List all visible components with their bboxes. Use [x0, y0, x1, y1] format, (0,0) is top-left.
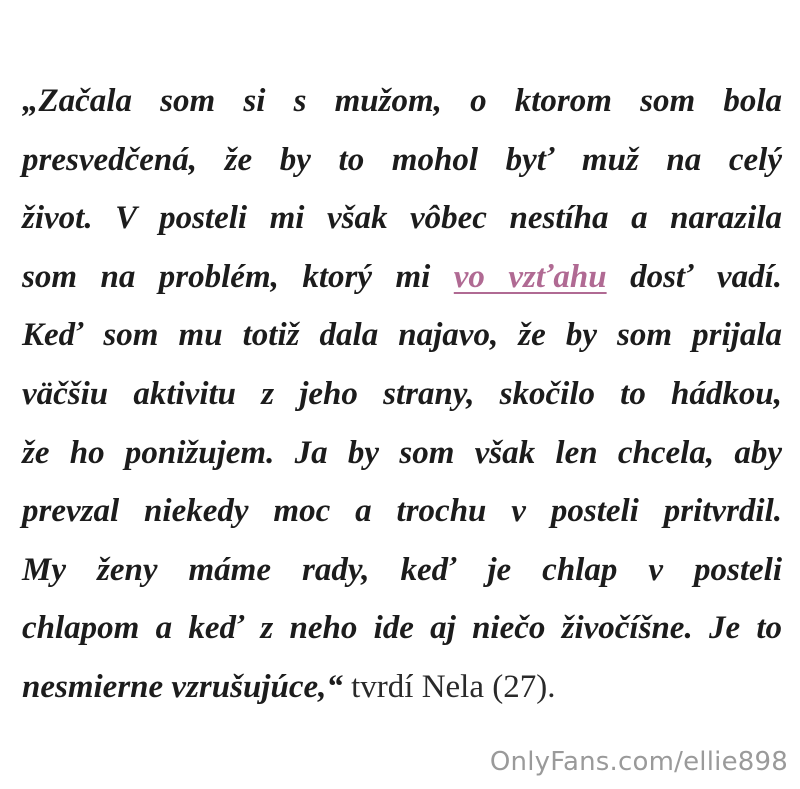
watermark-text: OnlyFans.com/ellie898	[489, 747, 788, 777]
quote-line-4	[22, 248, 782, 307]
relationship-link[interactable]: vo vzťahu	[453, 258, 607, 295]
quote-line-4-before: som na problém, ktorý mi	[22, 258, 431, 295]
quote-line-7: že ho ponižujem. Ja by som však len chcela, aby	[22, 434, 782, 471]
quote-line-8: prevzal niekedy moc a trochu v posteli pritvrdil.	[22, 493, 782, 530]
quote-line-4-after: dosť vadí.	[630, 258, 782, 295]
quote-ending: nesmierne vzrušujúce,“	[22, 668, 343, 705]
quote-line-3: život. V posteli mi však vôbec nestíha a narazila	[22, 200, 782, 237]
quote-line-11	[22, 658, 782, 717]
quote-line-10: chlapom a keď z neho ide aj niečo živočíšne. Je to	[22, 610, 782, 647]
quote-line-5: Keď som mu totiž dala najavo, že by som prijala	[22, 317, 782, 354]
quote-line-2: presvedčená, že by to mohol byť muž na celý	[22, 141, 782, 178]
quote-attribution: tvrdí Nela (27).	[351, 668, 556, 705]
quote-line-1: „Začala som si s mužom, o ktorom som bola	[22, 83, 782, 119]
article-quote	[22, 72, 782, 717]
quote-line-6: väčšiu aktivitu z jeho strany, skočilo to hádkou,	[22, 375, 782, 412]
quote-line-9: My ženy máme rady, keď je chlap v posteli	[22, 551, 782, 588]
